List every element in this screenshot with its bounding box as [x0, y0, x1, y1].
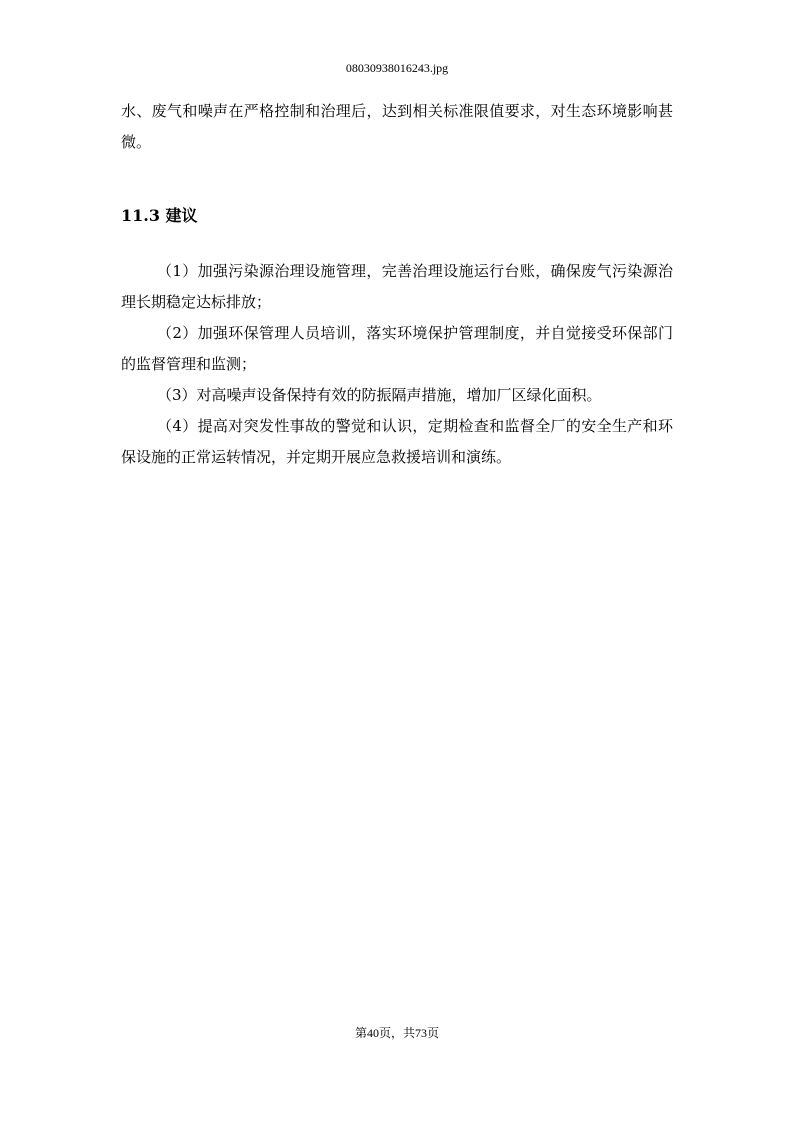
recommendation-item: （1）加强污染源治理设施管理，完善治理设施运行台账，确保废气污染源治理长期稳定达标排放； — [121, 262, 673, 311]
intro-block — [121, 96, 673, 158]
intro-paragraph: 水、废气和噪声在严格控制和治理后，达到相关标准限值要求，对生态环境影响甚微。 — [121, 102, 673, 151]
recommendation-item: （3）对高噪声设备保持有效的防振隔声措施，增加厂区绿化面积。 — [157, 386, 602, 404]
page-footer-number: 第40页，共73页 — [354, 1026, 439, 1040]
recommendation-item: （2）加强环保管理人员培训，落实环境保护管理制度，并自觉接受环保部门的监督管理和监测； — [121, 324, 673, 373]
section-heading: 11.3 建议 — [121, 206, 198, 225]
recommendation-item: （4）提高对突发性事故的警觉和认识，定期检查和监督全厂的安全生产和环保设施的正常运转情况，并定期开展应急救援培训和演练。 — [121, 417, 673, 466]
page-header-filename: 08030938016243.jpg — [345, 61, 449, 75]
recommendation-list — [121, 256, 673, 473]
